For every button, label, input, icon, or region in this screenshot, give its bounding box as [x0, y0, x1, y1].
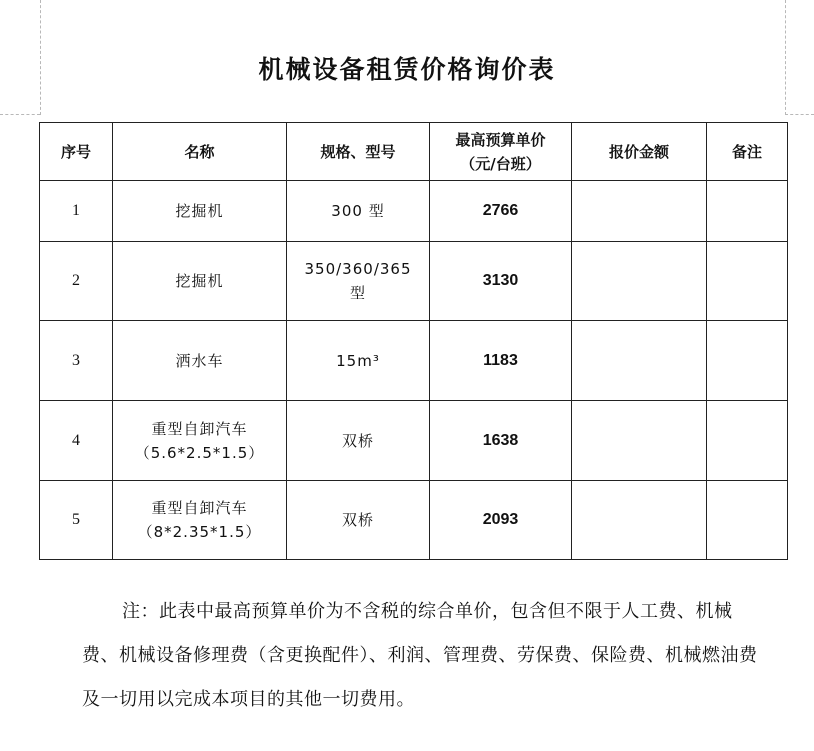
row-spec-line1: 15m³	[336, 351, 380, 370]
row-remark-cell[interactable]	[707, 321, 788, 401]
row-name-line1: 重型自卸汽车	[151, 419, 248, 438]
row-name	[113, 401, 287, 481]
row-name-line2: （8*2.35*1.5）	[137, 523, 262, 541]
row-max-price: 1183	[430, 321, 572, 401]
row-remark-cell[interactable]	[707, 242, 788, 321]
row-name	[113, 242, 287, 321]
row-max-price: 2766	[430, 181, 572, 242]
row-quote-amount-cell[interactable]	[572, 481, 707, 560]
header-name: 名称	[113, 123, 287, 181]
row-index: 3	[40, 321, 113, 401]
row-name-line1: 挖掘机	[175, 202, 224, 220]
row-quote-amount-cell[interactable]	[572, 401, 707, 481]
row-max-price: 2093	[430, 481, 572, 560]
table-header-row	[40, 123, 788, 181]
row-spec	[287, 401, 430, 481]
row-index: 2	[40, 242, 113, 321]
header-max-price-line2: （元/台班）	[460, 154, 541, 173]
row-max-price: 1638	[430, 401, 572, 481]
table-row	[40, 321, 788, 401]
row-max-price: 3130	[430, 242, 572, 321]
row-index: 4	[40, 401, 113, 481]
row-name-line1: 重型自卸汽车	[151, 499, 248, 517]
row-spec-line1: 350/360/365	[304, 260, 412, 278]
page-margin-guide-top-right	[785, 114, 814, 115]
table-row	[40, 481, 788, 560]
row-name	[113, 481, 287, 560]
row-quote-amount-cell[interactable]	[572, 321, 707, 401]
row-name-line1: 洒水车	[175, 351, 224, 370]
header-remark: 备注	[707, 123, 788, 181]
table-row	[40, 401, 788, 481]
row-index: 5	[40, 481, 113, 560]
table-row	[40, 181, 788, 242]
row-spec	[287, 481, 430, 560]
row-spec	[287, 181, 430, 242]
header-quote-amount: 报价金额	[572, 123, 707, 181]
table-footnote: 注：此表中最高预算单价为不含税的综合单价，包含但不限于人工费、机械费、机械设备修理费（含更换配件）、利润、管理费、劳保费、保险费、机械燃油费及一切用以完成本项目的其他一切费用。	[82, 601, 758, 710]
row-quote-amount-cell[interactable]	[572, 242, 707, 321]
table-row	[40, 242, 788, 321]
row-index: 1	[40, 181, 113, 242]
row-name	[113, 321, 287, 401]
row-remark-cell[interactable]	[707, 401, 788, 481]
row-spec	[287, 242, 430, 321]
header-max-price-line1: 最高预算单价	[455, 130, 546, 149]
row-spec-line1: 300 型	[331, 202, 385, 220]
row-name-line1: 挖掘机	[175, 272, 224, 290]
row-quote-amount-cell[interactable]	[572, 181, 707, 242]
row-name	[113, 181, 287, 242]
row-remark-cell[interactable]	[707, 481, 788, 560]
row-remark-cell[interactable]	[707, 181, 788, 242]
row-spec	[287, 321, 430, 401]
price-inquiry-table	[39, 122, 788, 560]
row-spec-line1: 双桥	[341, 511, 374, 529]
document-title: 机械设备租赁价格询价表	[258, 55, 556, 84]
header-spec: 规格、型号	[287, 123, 430, 181]
row-spec-line1: 双桥	[341, 431, 374, 450]
row-name-line2: （5.6*2.5*1.5）	[134, 443, 265, 462]
header-max-price	[430, 123, 572, 181]
row-spec-line2: 型	[349, 284, 366, 302]
header-index: 序号	[40, 123, 113, 181]
page-margin-guide-top-left	[0, 114, 40, 115]
